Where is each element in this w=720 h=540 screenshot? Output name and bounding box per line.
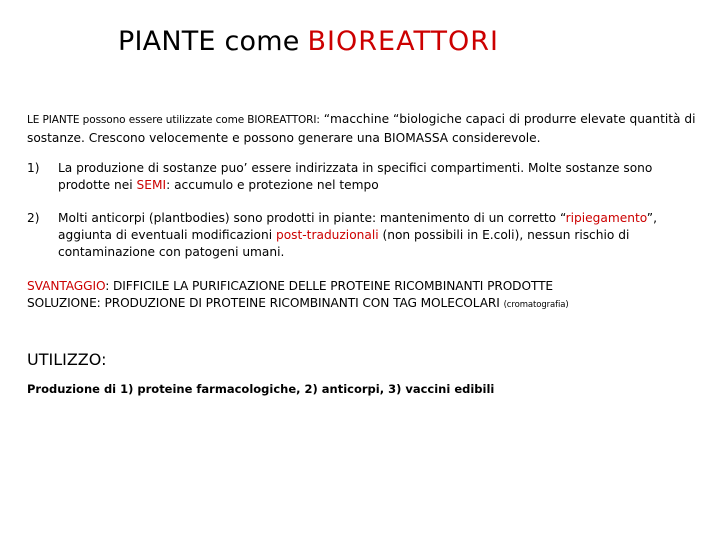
utilizzo-heading — [27, 350, 106, 369]
list-item-text-a: La produzione di sostanze puo’ essere indirizzata in specifici compartimenti. Molte sostanze sono prodotte nei — [58, 161, 653, 192]
list-item-number: 1) — [27, 161, 40, 175]
intro-paragraph — [27, 110, 697, 147]
svantaggio-text: : DIFFICILE LA PURIFICAZIONE DELLE PROTEINE RICOMBINANTI PRODOTTE — [105, 279, 554, 293]
svantaggio-line — [27, 278, 707, 295]
utilizzo-heading-text: UTILIZZO — [27, 350, 102, 369]
list-item-1 — [27, 160, 702, 194]
highlight-ripiegamento: ripiegamento — [565, 211, 647, 225]
title-highlight: BIOREATTORI — [307, 26, 499, 57]
svantaggio-block — [27, 278, 707, 314]
intro-prefix: LE PIANTE possono essere utilizzate come BIOREATTORI: — [27, 114, 320, 126]
highlight-semi: SEMI — [136, 178, 167, 192]
list-item-text — [58, 160, 702, 194]
list-item-number: 2) — [27, 211, 40, 225]
list-item-text — [58, 210, 702, 261]
list-item-text-b: ”, aggiunta di eventuali modificazioni — [58, 211, 657, 242]
page-title — [118, 26, 499, 57]
svantaggio-label: SVANTAGGIO — [27, 279, 106, 293]
highlight-post-traduzionali: post-traduzionali — [275, 228, 379, 242]
list-item-2 — [27, 210, 702, 261]
list-item-text-c: (non possibili in E.coli), nessun rischio di contaminazione con patogeni umani. — [58, 228, 630, 259]
soluzione-line — [27, 295, 707, 314]
title-plain: PIANTE come — [118, 26, 300, 57]
soluzione-note: (cromatografia) — [503, 300, 569, 310]
intro-rest: “macchine “biologiche capaci di produrre elevate quantità di sostanze. Crescono velocemente e possono generare una BIOMASSA considerevole. — [27, 112, 696, 145]
utilizzo-heading-colon: : — [101, 350, 107, 369]
soluzione-text: SOLUZIONE: PRODUZIONE DI PROTEINE RICOMBINANTI CON TAG MOLECOLARI — [27, 296, 500, 310]
list-item-text-b: : accumulo e protezione nel tempo — [166, 178, 379, 192]
list-item-text-a: Molti anticorpi (plantbodies) sono prodotti in piante: mantenimento di un corretto “ — [58, 211, 566, 225]
utilizzo-text: Produzione di 1) proteine farmacologiche, 2) anticorpi, 3) vaccini edibili — [27, 382, 495, 396]
